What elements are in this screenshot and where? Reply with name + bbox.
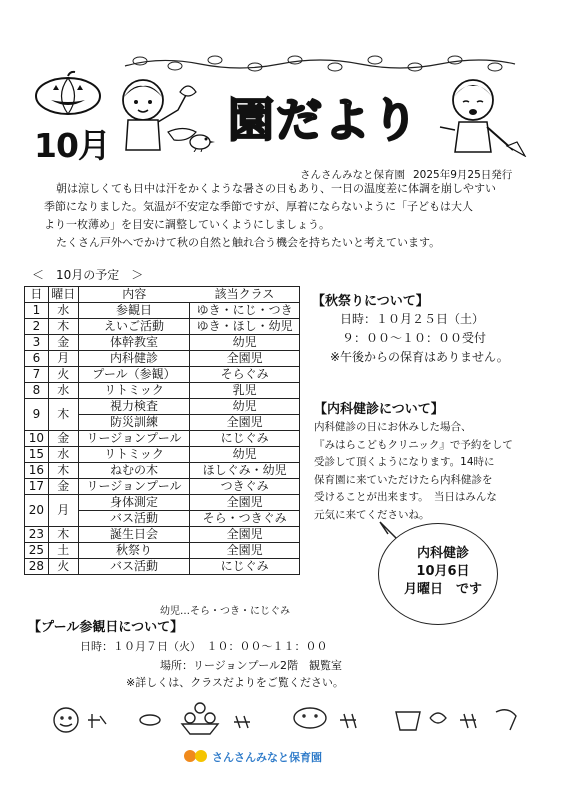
weekday-cell: 土	[48, 543, 78, 559]
event-cell: 参観日	[78, 303, 190, 319]
event-cell: リトミック	[78, 447, 190, 463]
day-cell: 17	[25, 479, 49, 495]
weekday-cell: 木	[48, 319, 78, 335]
festival-note: ※午後からの保育はありません。	[330, 350, 509, 364]
event-cell: 防災訓練	[78, 415, 190, 431]
class-cell: 乳児	[190, 383, 300, 399]
table-row	[25, 383, 300, 399]
day-cell: 1	[25, 303, 49, 319]
table-row	[25, 319, 300, 335]
pool-date: 日時：１０月７日（火） １０：００～１１：００	[80, 640, 328, 653]
event-cell: バス活動	[78, 511, 190, 527]
weekday-cell: 火	[48, 559, 78, 575]
class-cell: 幼児	[190, 399, 300, 415]
column-header: 日	[25, 287, 49, 303]
day-cell: 20	[25, 495, 49, 527]
class-cell: つきぐみ	[190, 479, 300, 495]
festival-date: 日時：１０月２５日（土）	[340, 312, 485, 326]
column-header: 内容	[78, 287, 190, 303]
bubble-line: 内科健診	[416, 546, 469, 561]
event-cell: リトミック	[78, 383, 190, 399]
checkup-line: 『みはらこどもクリニック』で予約をして	[314, 438, 513, 451]
day-cell: 6	[25, 351, 49, 367]
footer-school-name: さんさんみなと保育園	[212, 751, 322, 764]
pool-place: 場所：リージョンプール2階 観覧室	[160, 659, 343, 672]
weekday-cell: 木	[48, 399, 78, 431]
festival-heading: 【秋祭りについて】	[312, 294, 429, 309]
event-cell: ねむの木	[78, 463, 190, 479]
day-cell: 10	[25, 431, 49, 447]
class-cell: 幼児	[190, 447, 300, 463]
bird-icon	[186, 130, 216, 152]
class-cell: 全園児	[190, 351, 300, 367]
day-cell: 23	[25, 527, 49, 543]
class-cell: ゆき・にじ・つき	[190, 303, 300, 319]
intro-line: たくさん戸外へでかけて秋の自然と触れ合う機会を持ちたいと考えています。	[56, 236, 441, 249]
table-row	[25, 335, 300, 351]
weekday-cell: 火	[48, 367, 78, 383]
checkup-line: 保育園に来ていただけたら内科健診を	[314, 473, 493, 486]
event-cell: 体幹教室	[78, 335, 190, 351]
table-row	[25, 463, 300, 479]
intro-line: 朝は涼しくても日中は汗をかくような暑さの日もあり、一日の温度差に体調を崩しやすい	[56, 182, 496, 195]
class-cell: にじぐみ	[190, 559, 300, 575]
weekday-cell: 月	[48, 351, 78, 367]
weekday-cell: 木	[48, 527, 78, 543]
publish-date: 2025年9月25日発行	[413, 169, 513, 181]
event-cell: 内科健診	[78, 351, 190, 367]
class-cell: 全園児	[190, 527, 300, 543]
checkup-line: 元気に来てくださいね。	[314, 508, 430, 521]
bubble-line: 月曜日 です	[403, 582, 482, 597]
intro-line: 季節になりました。気温が不安定な季節ですが、厚着にならないように「子どもは大人	[44, 200, 473, 213]
day-cell: 8	[25, 383, 49, 399]
weekday-cell: 水	[48, 383, 78, 399]
table-row	[25, 431, 300, 447]
day-cell: 15	[25, 447, 49, 463]
day-cell: 2	[25, 319, 49, 335]
table-row	[25, 543, 300, 559]
checkup-reminder	[398, 545, 488, 599]
class-cell: 全園児	[190, 543, 300, 559]
class-cell: 全園児	[190, 495, 300, 511]
table-row	[25, 351, 300, 367]
table-row	[25, 495, 300, 511]
school-logo-icon	[183, 749, 209, 763]
checkup-body	[314, 419, 544, 524]
event-cell: 秋祭り	[78, 543, 190, 559]
pool-heading: 【プール参観日について】	[28, 620, 184, 635]
intro-line: より一枚薄め」を目安に調整していくようにしましょう。	[44, 218, 330, 231]
table-header-row	[25, 287, 300, 303]
child-with-broom-illustration	[425, 72, 535, 157]
day-cell: 3	[25, 335, 49, 351]
weekday-cell: 水	[48, 447, 78, 463]
table-row	[25, 303, 300, 319]
table-row	[25, 447, 300, 463]
checkup-line: 受けることが出来ます。 当日はみんな	[314, 491, 497, 503]
class-cell: ほしぐみ・幼児	[190, 463, 300, 479]
table-row	[25, 399, 300, 415]
column-header: 曜日	[48, 287, 78, 303]
schedule-table	[24, 286, 300, 575]
weekday-cell: 金	[48, 479, 78, 495]
publisher-name: さんさんみなと保育園	[300, 169, 405, 181]
class-cell: 幼児	[190, 335, 300, 351]
day-cell: 28	[25, 559, 49, 575]
schedule-title: ＜ 10月の予定 ＞	[32, 268, 144, 282]
day-cell: 7	[25, 367, 49, 383]
intro-paragraph	[44, 180, 534, 252]
table-row	[25, 527, 300, 543]
event-cell: リージョンプール	[78, 479, 190, 495]
weekday-cell: 木	[48, 463, 78, 479]
pool-note: ※詳しくは、クラスだよりをご覧ください。	[126, 676, 344, 689]
class-cell: ゆき・ほし・幼児	[190, 319, 300, 335]
month-label: 10月	[34, 126, 110, 165]
schedule-note: 幼児…そら・つき・にじぐみ	[160, 606, 290, 617]
class-cell: にじぐみ	[190, 431, 300, 447]
event-cell: プール（参観）	[78, 367, 190, 383]
pumpkin-icon	[33, 70, 103, 116]
day-cell: 16	[25, 463, 49, 479]
table-row	[25, 479, 300, 495]
checkup-line: 内科健診の日にお休みした場合、	[314, 421, 472, 433]
table-row	[25, 367, 300, 383]
table-row	[25, 559, 300, 575]
day-cell: 9	[25, 399, 49, 431]
event-cell: えいご活動	[78, 319, 190, 335]
weekday-cell: 金	[48, 431, 78, 447]
checkup-line: 受診して頂くようになります。14時に	[314, 456, 495, 468]
event-cell: 視力検査	[78, 399, 190, 415]
checkup-heading: 【内科健診について】	[314, 402, 444, 417]
event-cell: バス活動	[78, 559, 190, 575]
weekday-cell: 月	[48, 495, 78, 527]
weekday-cell: 金	[48, 335, 78, 351]
day-cell: 25	[25, 543, 49, 559]
class-cell: そらぐみ	[190, 367, 300, 383]
event-cell: 身体測定	[78, 495, 190, 511]
class-cell: 全園児	[190, 415, 300, 431]
event-cell: 誕生日会	[78, 527, 190, 543]
newsletter-title: 園だより	[228, 93, 420, 147]
column-header: 該当クラス	[190, 287, 300, 303]
event-cell: リージョンプール	[78, 431, 190, 447]
doodle-border-decoration	[40, 698, 530, 740]
speech-bubble-tail	[378, 520, 398, 540]
class-cell: そら・つきぐみ	[190, 511, 300, 527]
bubble-line: 10月6日	[416, 564, 470, 579]
weekday-cell: 水	[48, 303, 78, 319]
festival-time: ９：００～１０：００受付	[342, 331, 487, 345]
